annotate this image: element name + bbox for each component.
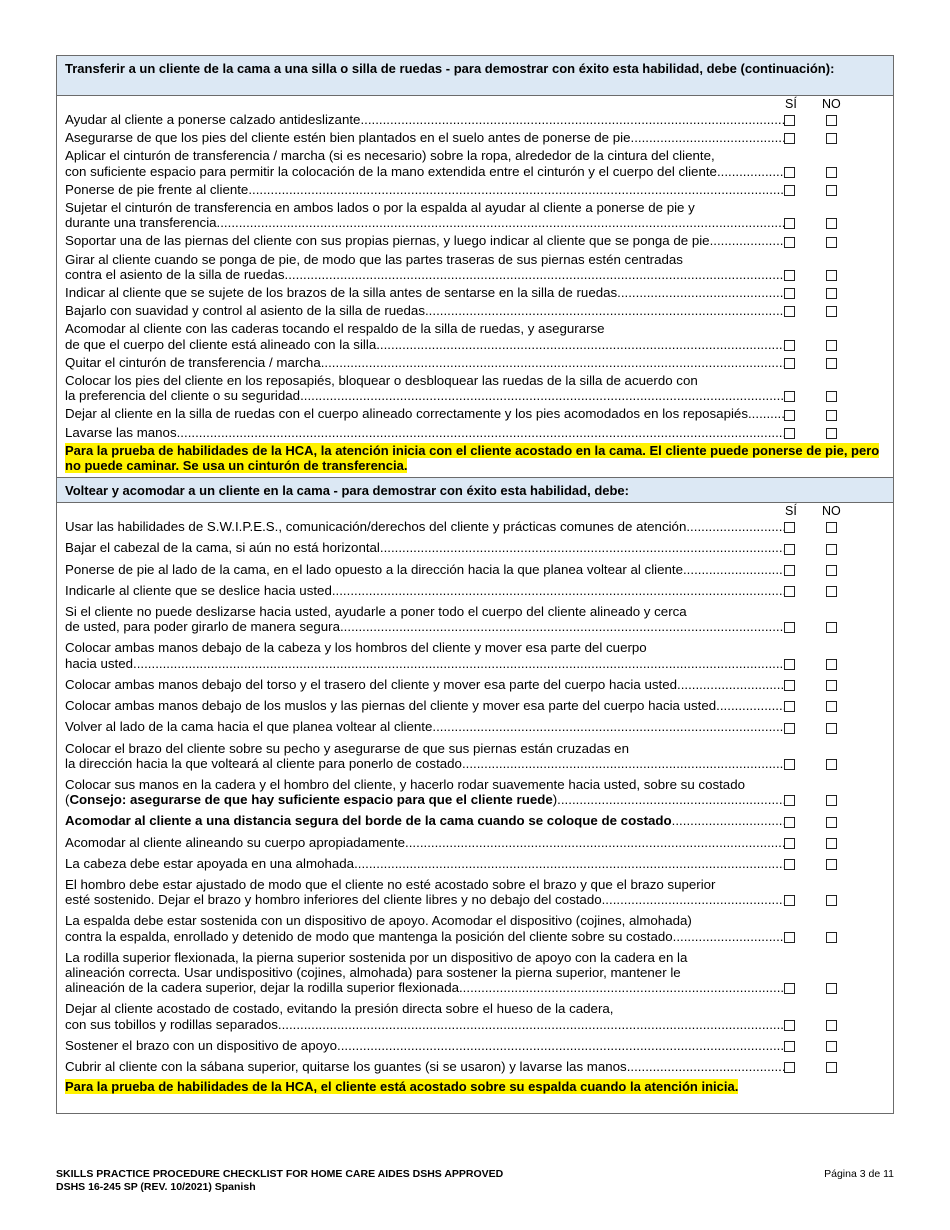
- item-line: Lavarse las manos: [65, 424, 177, 440]
- yes-checkbox[interactable]: [784, 932, 795, 943]
- checklist-item-text: [65, 583, 784, 598]
- yes-checkbox[interactable]: [784, 1062, 795, 1073]
- checklist-item: [57, 373, 893, 403]
- no-checkbox[interactable]: [826, 565, 837, 576]
- checklist-item-text: [65, 285, 784, 300]
- item-line: La rodilla superior flexionada, la pierna superior sostenida por un dispositivo de apoyo con la cadera en la: [65, 949, 688, 965]
- item-line: Quitar el cinturón de transferencia / marcha: [65, 354, 321, 370]
- footer-form-title: SKILLS PRACTICE PROCEDURE CHECKLIST FOR HOME CARE AIDES DSHS APPROVED: [56, 1168, 504, 1180]
- no-checkbox[interactable]: [826, 270, 837, 281]
- no-checkbox[interactable]: [826, 983, 837, 994]
- yes-checkbox[interactable]: [784, 659, 795, 670]
- no-checkbox[interactable]: [826, 218, 837, 229]
- item-line: Colocar ambas manos debajo de la cabeza y los hombros del cliente y mover esa parte del cuerpo: [65, 640, 647, 656]
- no-checkbox[interactable]: [826, 133, 837, 144]
- section1-yes-no-header: [57, 96, 893, 112]
- item-line: Indicarle al cliente que se deslice hacia usted: [65, 582, 332, 598]
- item-line: Colocar el brazo del cliente sobre su pecho y asegurarse de que sus piernas están cruzadas en: [65, 740, 629, 756]
- checklist-item-text: [65, 200, 784, 230]
- checklist-item-text: [65, 741, 784, 771]
- item-line: hacia usted.: [65, 655, 137, 671]
- checklist-item: [57, 677, 893, 692]
- item-line: contra la espalda, enrollado y detenido de modo que mantenga la posición del cliente sobre su costado: [65, 928, 673, 944]
- checklist-item: [57, 303, 893, 318]
- yes-checkbox[interactable]: [784, 1041, 795, 1052]
- yes-checkbox[interactable]: [784, 983, 795, 994]
- no-checkbox[interactable]: [826, 185, 837, 196]
- checklist-item: [57, 856, 893, 871]
- checklist-item: [57, 130, 893, 145]
- checklist-item-text: [65, 233, 784, 248]
- no-checkbox[interactable]: [826, 391, 837, 402]
- checklist-item-text: [65, 540, 784, 555]
- no-checkbox[interactable]: [826, 680, 837, 691]
- checklist-item: [57, 112, 893, 127]
- no-checkbox[interactable]: [826, 306, 837, 317]
- checklist-item-text: [65, 519, 784, 534]
- yes-checkbox[interactable]: [784, 759, 795, 770]
- no-checkbox[interactable]: [826, 428, 837, 439]
- yes-checkbox[interactable]: [784, 895, 795, 906]
- checklist-item: [57, 604, 893, 634]
- item-line: La espalda debe estar sostenida con un dispositivo de apoyo. Acomodar el dispositivo (cojines, almohada): [65, 913, 692, 929]
- section2-note-text: Para la prueba de habilidades de la HCA, el cliente está acostado sobre su espalda cuando la atención inicia.: [65, 1079, 739, 1095]
- item-line: Indicar al cliente que se sujete de los brazos de la silla antes de sentarse en la silla de ruedas: [65, 285, 618, 301]
- no-checkbox[interactable]: [826, 1041, 837, 1052]
- checklist-item-text: [65, 355, 784, 370]
- checklist-item-text: [65, 182, 784, 197]
- checklist-item-text: [65, 112, 784, 127]
- item-line: Dejar al cliente en la silla de ruedas con el cuerpo alineado correctamente y los pies acomodados en los reposapiés: [65, 406, 748, 422]
- yes-checkbox[interactable]: [784, 701, 795, 712]
- item-line: Bajar el cabezal de la cama, si aún no está horizontal: [65, 540, 380, 556]
- item-line: Si el cliente no puede deslizarse hacia usted, ayudarle a poner todo el cuerpo del cliente alineado y cerca: [65, 604, 687, 620]
- section1-title: Transferir a un cliente de la cama a una silla o silla de ruedas - para demostrar con éxito esta habilidad, debe (continuación):: [57, 56, 893, 96]
- item-line: Colocar los pies del cliente en los reposapiés, bloquear o desbloquear las ruedas de la silla de acuerdo con: [65, 373, 698, 389]
- item-line: Sujetar el cinturón de transferencia en ambos lados o por la espalda al ayudar al cliente a ponerse de pie y: [65, 200, 695, 216]
- item-line: contra el asiento de la silla de ruedas: [65, 266, 285, 282]
- yes-checkbox[interactable]: [784, 795, 795, 806]
- no-column-label: NO: [822, 504, 841, 519]
- no-checkbox[interactable]: [826, 340, 837, 351]
- checklist-item-text: [65, 677, 784, 692]
- item-line: la preferencia del cliente o su seguridad: [65, 388, 301, 404]
- no-checkbox[interactable]: [826, 759, 837, 770]
- checklist-item-text: [65, 406, 784, 421]
- yes-checkbox[interactable]: [784, 237, 795, 248]
- yes-checkbox[interactable]: [784, 358, 795, 369]
- checklist-item-text: [65, 425, 784, 440]
- section1-note: [57, 441, 893, 473]
- item-line: La cabeza debe estar apoyada en una almohada: [65, 855, 355, 871]
- item-line: Cubrir al cliente con la sábana superior, quitarse los guantes (si se usaron) y lavarse las manos: [65, 1058, 627, 1074]
- item-line: Colocar sus manos en la cadera y el hombro del cliente, y hacerlo rodar suavemente hacia usted, sobre su costado: [65, 776, 745, 792]
- item-line: con suficiente espacio para permitir la colocación de la mano extendida entre el cinturón y el cuerpo del cliente: [65, 163, 717, 179]
- no-checkbox[interactable]: [826, 723, 837, 734]
- item-line: Acomodar al cliente a una distancia segura del borde de la cama cuando se coloque de costado: [65, 813, 672, 829]
- checklist-item-text: [65, 698, 784, 713]
- checklist-item-text: [65, 148, 784, 178]
- yes-checkbox[interactable]: [784, 288, 795, 299]
- checklist-item: [57, 950, 893, 996]
- yes-checkbox[interactable]: [784, 859, 795, 870]
- item-line: Sostener el brazo con un dispositivo de apoyo: [65, 1037, 338, 1053]
- yes-checkbox[interactable]: [784, 838, 795, 849]
- section2-items: [57, 519, 893, 1074]
- checklist-item-text: [65, 1038, 784, 1053]
- section2-note: [57, 1077, 893, 1094]
- checklist-item-text: [65, 373, 784, 403]
- yes-checkbox[interactable]: [784, 185, 795, 196]
- no-column-label: NO: [822, 97, 841, 111]
- yes-checkbox[interactable]: [784, 428, 795, 439]
- no-checkbox[interactable]: [826, 522, 837, 533]
- yes-checkbox[interactable]: [784, 565, 795, 576]
- item-line: Soportar una de las piernas del cliente con sus propias piernas, y luego indicar al cliente que se ponga de pie: [65, 233, 710, 249]
- item-line: de que el cuerpo del cliente está alineado con la silla: [65, 336, 377, 352]
- checklist-item: [57, 719, 893, 734]
- no-checkbox[interactable]: [826, 795, 837, 806]
- no-checkbox[interactable]: [826, 1062, 837, 1073]
- yes-checkbox[interactable]: [784, 133, 795, 144]
- yes-checkbox[interactable]: [784, 306, 795, 317]
- checklist-item-text: [65, 303, 784, 318]
- checklist-item: [57, 562, 893, 577]
- checklist-item: [57, 877, 893, 907]
- checklist-item-text: [65, 856, 784, 871]
- yes-checkbox[interactable]: [784, 622, 795, 633]
- yes-checkbox[interactable]: [784, 1020, 795, 1031]
- no-checkbox[interactable]: [826, 932, 837, 943]
- item-line: de usted, para poder girarlo de manera segura: [65, 619, 340, 635]
- yes-checkbox[interactable]: [784, 586, 795, 597]
- checklist-item: [57, 200, 893, 230]
- no-checkbox[interactable]: [826, 410, 837, 421]
- item-line: esté sostenido. Dejar el brazo y hombro inferiores del cliente libres y no debajo del costado: [65, 892, 602, 908]
- item-line: Ponerse de pie al lado de la cama, en el lado opuesto a la dirección hacia la que planea voltear al cliente: [65, 561, 683, 577]
- item-line: Usar las habilidades de S.W.I.P.E.S., comunicación/derechos del cliente y prácticas comunes de atención: [65, 519, 687, 535]
- item-line: durante una transferencia: [65, 215, 217, 231]
- checklist-item-text: [65, 1059, 784, 1074]
- yes-checkbox[interactable]: [784, 340, 795, 351]
- yes-checkbox[interactable]: [784, 218, 795, 229]
- checklist-item-text: [65, 130, 784, 145]
- checklist-item-text: [65, 913, 784, 943]
- page-number: Página 3 de 11: [824, 1168, 894, 1180]
- yes-checkbox[interactable]: [784, 522, 795, 533]
- checklist-item-text: [65, 950, 784, 996]
- item-line: alineación correcta. Usar undispositivo (cojines, almohada) para sostener la pierna superior, mantener le: [65, 964, 681, 980]
- item-line: Aplicar el cinturón de transferencia / marcha (si es necesario) sobre la ropa, alrededor de la cintura del cliente,: [65, 148, 715, 164]
- item-line: Dejar al cliente acostado de costado, evitando la presión directa sobre el hueso de la cadera,: [65, 1001, 614, 1017]
- item-line: Volver al lado de la cama hacia el que planea voltear al cliente: [65, 719, 433, 735]
- item-line: Girar al cliente cuando se ponga de pie, de modo que las partes traseras de sus piernas estén centradas: [65, 251, 683, 267]
- checklist-item-text: [65, 877, 784, 907]
- checklist-item: [57, 1001, 893, 1031]
- item-line: alineación de la cadera superior, dejar la rodilla superior flexionada: [65, 980, 459, 996]
- no-checkbox[interactable]: [826, 288, 837, 299]
- checklist-item: [57, 813, 893, 828]
- checklist-item: [57, 1038, 893, 1053]
- checklist-item-text: [65, 835, 784, 850]
- checklist-item: [57, 233, 893, 248]
- no-checkbox[interactable]: [826, 859, 837, 870]
- item-line: Ayudar al cliente a ponerse calzado antideslizante: [65, 112, 361, 127]
- checklist-frame: [56, 55, 894, 1114]
- item-line: Colocar ambas manos debajo de los muslos y las piernas del cliente y mover esa parte del cuerpo hacia usted: [65, 698, 717, 714]
- item-line: Colocar ambas manos debajo del torso y el trasero del cliente y mover esa parte del cuerpo hacia usted: [65, 676, 677, 692]
- checklist-item-text: [65, 719, 784, 734]
- no-checkbox[interactable]: [826, 586, 837, 597]
- item-line: con sus tobillos y rodillas separados: [65, 1016, 278, 1032]
- no-checkbox[interactable]: [826, 237, 837, 248]
- yes-checkbox[interactable]: [784, 680, 795, 691]
- checklist-item: [57, 148, 893, 178]
- checklist-item: [57, 182, 893, 197]
- checklist-item: [57, 583, 893, 598]
- no-checkbox[interactable]: [826, 544, 837, 555]
- yes-checkbox[interactable]: [784, 391, 795, 402]
- no-checkbox[interactable]: [826, 115, 837, 126]
- section2-yes-no-header: [57, 503, 893, 519]
- checklist-item: [57, 285, 893, 300]
- item-line: Asegurarse de que los pies del cliente estén bien plantados en el suelo antes de ponerse de pie: [65, 130, 631, 146]
- item-line: Acomodar al cliente con las caderas tocando el respaldo de la silla de ruedas, y asegurarse: [65, 321, 605, 337]
- checklist-item-text: [65, 321, 784, 351]
- checklist-item: [57, 406, 893, 421]
- no-checkbox[interactable]: [826, 701, 837, 712]
- checklist-item: [57, 425, 893, 440]
- item-line: la dirección hacia la que volteará al cliente para ponerlo de costado: [65, 755, 462, 771]
- checklist-item-text: [65, 640, 784, 670]
- page-footer: [56, 1168, 894, 1193]
- item-line: Bajarlo con suavidad y control al asiento de la silla de ruedas: [65, 303, 425, 319]
- no-checkbox[interactable]: [826, 838, 837, 849]
- no-checkbox[interactable]: [826, 1020, 837, 1031]
- yes-column-label: SÍ: [785, 97, 797, 111]
- yes-checkbox[interactable]: [784, 270, 795, 281]
- yes-checkbox[interactable]: [784, 817, 795, 828]
- no-checkbox[interactable]: [826, 817, 837, 828]
- checklist-item-text: [65, 604, 784, 634]
- yes-checkbox[interactable]: [784, 723, 795, 734]
- checklist-item: [57, 640, 893, 670]
- checklist-item-text: [65, 1001, 784, 1031]
- section2-title: Voltear y acomodar a un cliente en la cama - para demostrar con éxito esta habilidad, debe:: [57, 477, 893, 503]
- no-checkbox[interactable]: [826, 659, 837, 670]
- checklist-item: [57, 741, 893, 771]
- checklist-item: [57, 913, 893, 943]
- yes-checkbox[interactable]: [784, 115, 795, 126]
- yes-column-label: SÍ: [785, 504, 797, 519]
- checklist-item: [57, 519, 893, 534]
- checklist-item: [57, 540, 893, 555]
- item-line: Acomodar al cliente alineando su cuerpo apropiadamente: [65, 834, 406, 850]
- checklist-item: [57, 321, 893, 351]
- section1-items: [57, 112, 893, 440]
- checklist-item: [57, 777, 893, 807]
- no-checkbox[interactable]: [826, 358, 837, 369]
- checklist-item: [57, 698, 893, 713]
- checklist-item-text: [65, 813, 784, 828]
- footer-form-number: DSHS 16-245 SP (REV. 10/2021) Spanish: [56, 1180, 256, 1193]
- yes-checkbox[interactable]: [784, 410, 795, 421]
- yes-checkbox[interactable]: [784, 544, 795, 555]
- section1-note-text: Para la prueba de habilidades de la HCA, la atención inicia con el cliente acostado en la cama. El cliente puede ponerse de pie, pero no puede caminar. Se usa un cinturón de transferencia.: [65, 442, 880, 474]
- no-checkbox[interactable]: [826, 167, 837, 178]
- no-checkbox[interactable]: [826, 895, 837, 906]
- yes-checkbox[interactable]: [784, 167, 795, 178]
- no-checkbox[interactable]: [826, 622, 837, 633]
- checklist-item-text: [65, 252, 784, 282]
- item-line: Ponerse de pie frente al cliente: [65, 181, 249, 197]
- item-line: (Consejo: asegurarse de que hay suficiente espacio para que el cliente ruede): [65, 792, 558, 808]
- checklist-item: [57, 252, 893, 282]
- checklist-item: [57, 355, 893, 370]
- checklist-item-text: [65, 777, 784, 807]
- item-line: El hombro debe estar ajustado de modo que el cliente no esté acostado sobre el brazo y que el brazo superior: [65, 876, 716, 892]
- checklist-item: [57, 835, 893, 850]
- checklist-item-text: [65, 562, 784, 577]
- checklist-item: [57, 1059, 893, 1074]
